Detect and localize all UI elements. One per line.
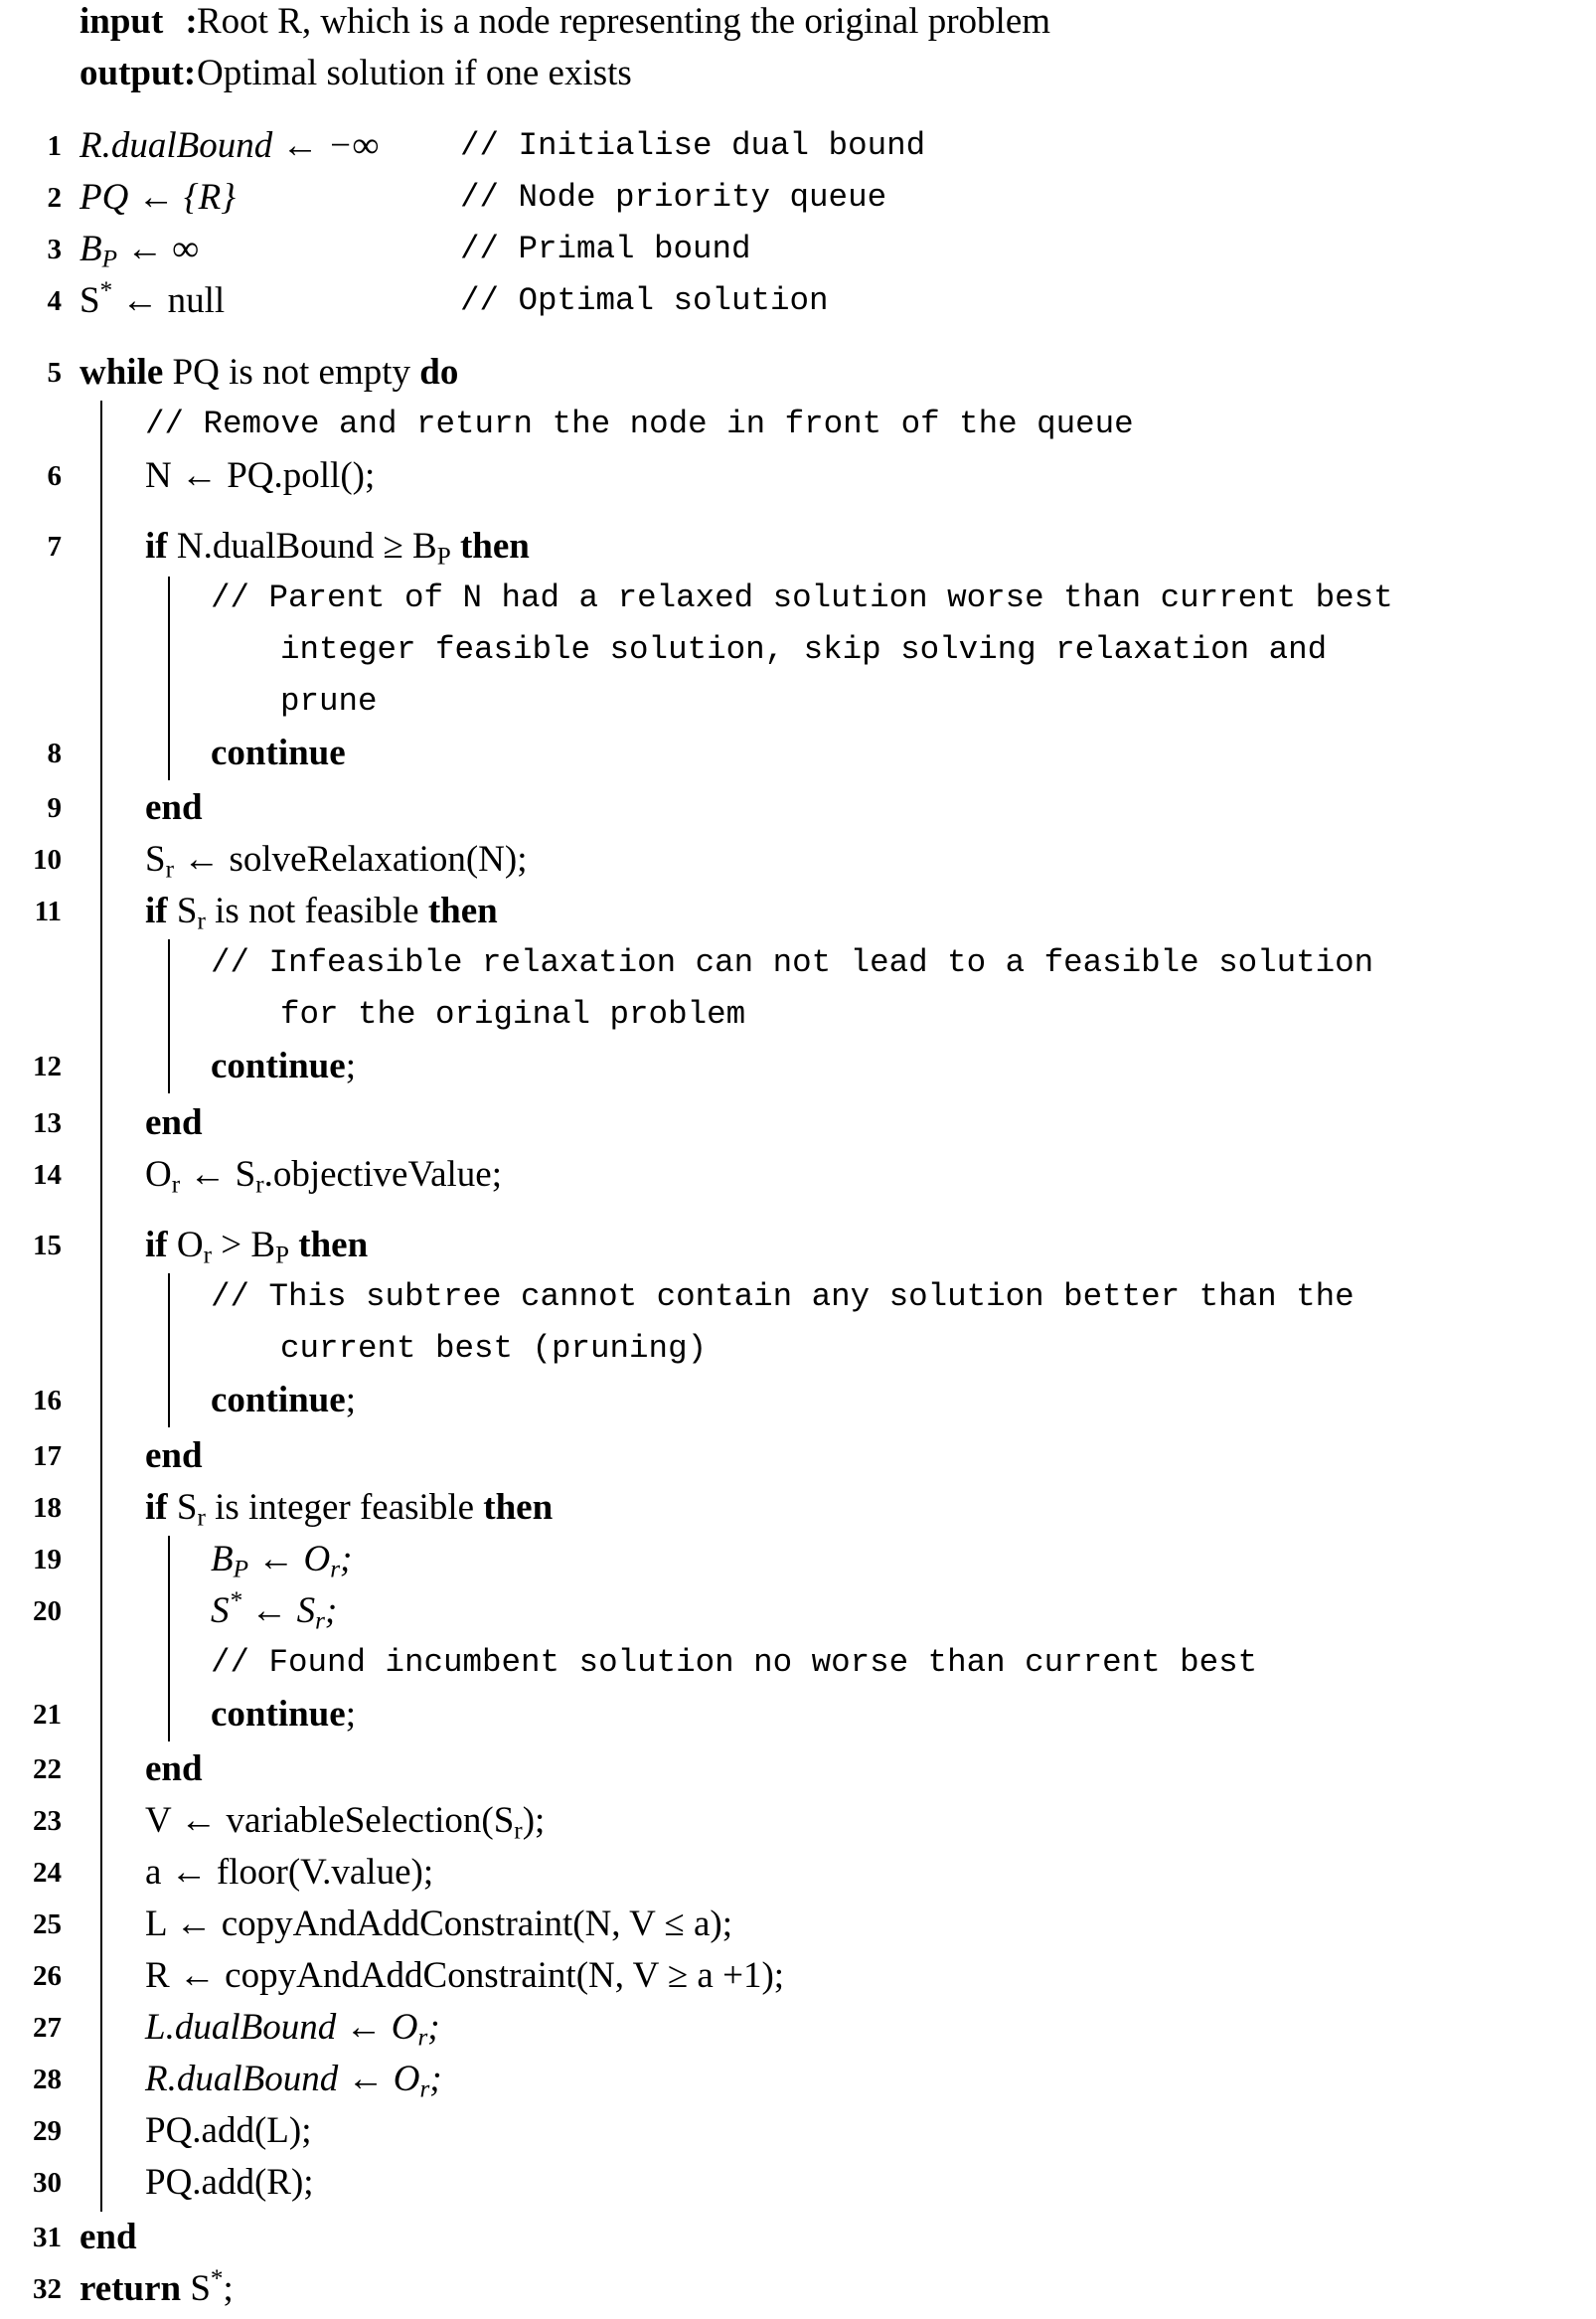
line-code: end — [145, 1102, 203, 1143]
line-comment: prune — [280, 683, 378, 720]
line-number: 25 — [33, 1908, 62, 1940]
line-code: end — [145, 787, 203, 828]
line-number: 22 — [33, 1753, 62, 1785]
line-comment: // Node priority queue — [460, 179, 887, 216]
line-comment: // Initialise dual bound — [460, 127, 926, 164]
line-comment: // Optimal solution — [460, 282, 829, 319]
output-text: Optimal solution if one exists — [197, 53, 632, 93]
line-number: 15 — [33, 1230, 62, 1261]
line-number: 8 — [47, 738, 62, 769]
line-code: $B_P$ ← $O_r$; — [211, 1539, 353, 1583]
line-code: L ← copyAndAddConstraint(N, V ≤ a); — [145, 1904, 733, 1944]
line-comment: current best (pruning) — [280, 1330, 708, 1367]
line-number: 14 — [33, 1159, 62, 1191]
while-block-bar — [100, 401, 102, 2212]
line-number: 21 — [33, 1699, 62, 1731]
line-number: 3 — [47, 234, 62, 265]
line-code: $S_r$ ← solveRelaxation(N); — [145, 839, 528, 884]
if-block-bar-7 — [168, 577, 170, 780]
if-block-bar-11 — [168, 939, 170, 1093]
line-number: 16 — [33, 1385, 62, 1416]
line-number: 32 — [33, 2273, 62, 2305]
line-code: $B_P$ ← ∞ — [80, 229, 199, 273]
line-number: 17 — [33, 1440, 62, 1472]
line-number: 31 — [33, 2222, 62, 2253]
line-comment: // This subtree cannot contain any solution better than the — [211, 1278, 1355, 1315]
line-code: $O_r$ ← $S_r.objectiveValue$; — [145, 1154, 502, 1199]
line-comment: // Found incumbent solution no worse than current best — [211, 1644, 1258, 1681]
line-code: if $O_r > B_P$ then — [145, 1225, 369, 1269]
line-number: 13 — [33, 1107, 62, 1139]
line-number: 7 — [47, 531, 62, 563]
line-code: end — [145, 1748, 203, 1789]
line-code: return S*; — [80, 2265, 234, 2309]
line-number: 24 — [33, 1857, 62, 1889]
line-comment: // Parent of N had a relaxed solution worse than current best — [211, 580, 1393, 616]
line-code: end — [80, 2217, 137, 2257]
line-code: if $S_r$ is not feasible then — [145, 891, 498, 935]
line-number: 5 — [47, 357, 62, 389]
line-code: V ← $variableSelection(S_r)$; — [145, 1800, 546, 1845]
line-code: S* ← $S_r$; — [211, 1587, 338, 1635]
if-block-bar-15 — [168, 1273, 170, 1427]
line-code: continue; — [211, 1046, 356, 1086]
line-number: 11 — [34, 896, 62, 927]
line-comment: // Primal bound — [460, 231, 751, 267]
line-number: 4 — [47, 285, 62, 317]
line-number: 27 — [33, 2012, 62, 2044]
line-code: continue; — [211, 1380, 356, 1420]
line-code: PQ ← {R} — [80, 177, 237, 218]
line-code: R.dualBound ← $O_r$; — [145, 2059, 442, 2103]
input-label: input : — [80, 1, 198, 42]
line-number: 12 — [33, 1051, 62, 1082]
line-comment: // Infeasible relaxation can not lead to a feasible solution — [211, 944, 1374, 981]
line-comment: for the original problem — [280, 996, 746, 1033]
line-code: if $S_r$ is integer feasible then — [145, 1487, 554, 1532]
line-code: R ← copyAndAddConstraint(N, V ≥ a +1); — [145, 1955, 785, 1996]
line-comment: integer feasible solution, skip solving relaxation and — [280, 631, 1328, 668]
line-number: 19 — [33, 1544, 62, 1575]
line-number: 2 — [47, 182, 62, 214]
line-code: N ← PQ.poll(); — [145, 455, 376, 496]
line-number: 23 — [33, 1805, 62, 1837]
line-code: L.dualBound ← $O_r$; — [145, 2007, 440, 2052]
line-number: 20 — [33, 1595, 62, 1627]
line-number: 10 — [33, 844, 62, 876]
if-block-bar-18 — [168, 1536, 170, 1741]
line-code: continue; — [211, 1694, 356, 1735]
line-number: 30 — [33, 2167, 62, 2199]
line-code: end — [145, 1435, 203, 1476]
line-number: 9 — [47, 792, 62, 824]
line-number: 28 — [33, 2064, 62, 2095]
line-code: if N.dualBound ≥ $B_P$ then — [145, 526, 530, 571]
output-spec — [80, 48, 632, 99]
line-code: a ← floor(V.value); — [145, 1852, 434, 1893]
line-number: 6 — [47, 460, 62, 492]
line-number: 29 — [33, 2115, 62, 2147]
input-text: Root R, which is a node representing the original problem — [197, 1, 1051, 42]
output-label: output: — [80, 53, 197, 93]
line-comment: // Remove and return the node in front of the queue — [145, 406, 1134, 442]
line-code: continue — [211, 733, 346, 773]
line-number: 18 — [33, 1492, 62, 1524]
input-spec — [80, 0, 1050, 48]
line-code: R.dualBound ← −∞ — [80, 125, 380, 166]
line-code: PQ.add(R); — [145, 2162, 314, 2203]
line-code: S* ← null — [80, 277, 226, 321]
line-number: 1 — [47, 130, 62, 162]
line-code: PQ.add(L); — [145, 2110, 312, 2151]
line-number: 26 — [33, 1960, 62, 1992]
line-code: while PQ is not empty do — [80, 352, 459, 393]
